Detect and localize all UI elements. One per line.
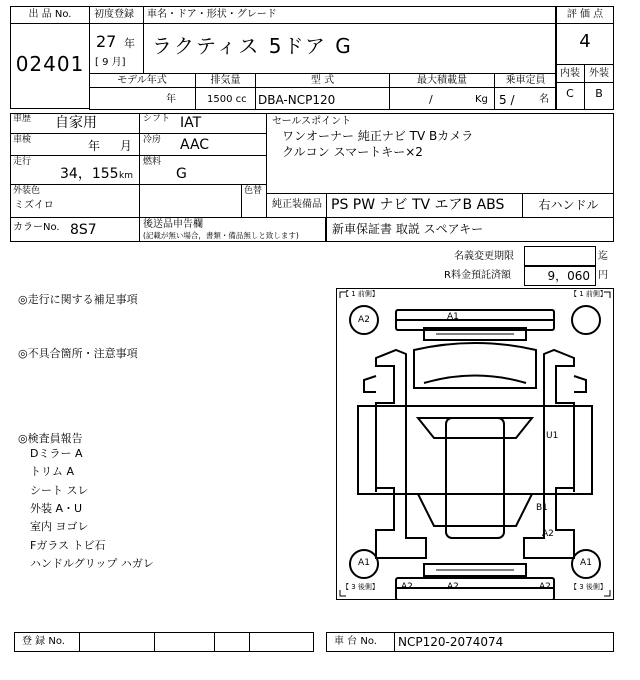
chassis-label: 車 台 No. bbox=[334, 636, 377, 647]
capacity-unit: 名 bbox=[539, 94, 549, 105]
first-reg-year: 27 bbox=[96, 32, 117, 51]
capacity-value: 5 / bbox=[499, 93, 515, 107]
warranty-value: 新車保証書 取説 スペアキー bbox=[332, 222, 484, 236]
color-change-label: 色替 bbox=[244, 186, 263, 196]
equipment-label: 純正装備品 bbox=[272, 199, 322, 210]
equipment-value: PS PW ナビ TV エアB ABS bbox=[331, 197, 505, 213]
damage-mark: A1 bbox=[447, 312, 459, 322]
inspection-label: 車検 bbox=[13, 135, 32, 145]
registration-label: 登 録 No. bbox=[22, 636, 65, 647]
post-docs-note: (記載が無い場合，書類・備品無しと致します) bbox=[143, 231, 299, 240]
car-name-label: 車名・ドア・形状・グレード bbox=[147, 9, 277, 20]
color-no-value: 8S7 bbox=[70, 222, 97, 238]
capacity-label: 乗車定員 bbox=[505, 75, 546, 86]
damage-mark: A2 bbox=[401, 582, 413, 592]
inspector-line: トリム A bbox=[30, 465, 75, 478]
inspector-line: シート スレ bbox=[30, 484, 89, 497]
damage-mark: B1 bbox=[536, 503, 548, 513]
shift-label: シフト bbox=[143, 114, 171, 124]
diagram-tag-rear-right: 【 3 後側】 bbox=[570, 583, 607, 591]
damage-mark: A2 bbox=[358, 315, 370, 325]
car-name: ラクティス 5ドア G bbox=[152, 34, 353, 58]
chassis-no: NCP120-2074074 bbox=[398, 635, 504, 649]
post-docs-label: 後送品申告欄 bbox=[143, 219, 203, 230]
name-change-field bbox=[524, 246, 596, 266]
recycle-label: R料金預託済額 bbox=[444, 270, 511, 281]
name-change-label: 名義変更期限 bbox=[454, 251, 514, 262]
max-load-value: / bbox=[429, 93, 433, 106]
damage-mark: A2 bbox=[539, 582, 551, 592]
damage-mark: A1 bbox=[580, 558, 592, 568]
color-no-label: カラーNo. bbox=[13, 222, 60, 233]
max-load-unit: Kg bbox=[475, 94, 488, 105]
model-year-label: モデル年式 bbox=[117, 75, 167, 86]
interior-grade: C bbox=[566, 87, 574, 100]
lot-label: 出 品 No. bbox=[28, 9, 72, 20]
shift-value: IAT bbox=[180, 115, 202, 131]
year-unit: 年 bbox=[124, 37, 135, 50]
inspector-line: 外装 A・U bbox=[30, 502, 83, 515]
exterior-label: 外装 bbox=[589, 68, 609, 79]
type-value: DBA-NCP120 bbox=[258, 93, 336, 107]
inspector-line: Fガラス トビ石 bbox=[30, 539, 106, 552]
mileage-label: 走行 bbox=[13, 157, 32, 167]
fuel-value: G bbox=[176, 166, 187, 182]
damage-mark: U1 bbox=[546, 431, 559, 441]
ext-color-label: 外装色 bbox=[13, 186, 41, 196]
inspector-report-label: ◎検査員報告 bbox=[18, 432, 83, 445]
history-value: 自家用 bbox=[55, 115, 97, 131]
defects-label: ◎不具合箇所・注意事項 bbox=[18, 347, 138, 360]
mileage-unit: km bbox=[119, 171, 133, 181]
handle-value: 右ハンドル bbox=[538, 198, 599, 212]
ext-color-value: ミズイロ bbox=[14, 200, 54, 211]
driving-notes-label: ◎走行に関する補足事項 bbox=[18, 293, 138, 306]
diagram-tag-front-left: 【 1 前側】 bbox=[342, 290, 379, 298]
ac-value: AAC bbox=[180, 137, 210, 153]
first-reg-label: 初度登録 bbox=[94, 9, 134, 20]
recycle-value: 9，060 bbox=[547, 269, 590, 283]
diagram-tag-front-right: 【 1 前側】 bbox=[570, 290, 607, 298]
sales-point-line1: ワンオーナー 純正ナビ TV Bカメラ bbox=[282, 129, 474, 143]
fuel-label: 燃料 bbox=[143, 157, 162, 167]
inspector-line: Dミラー A bbox=[30, 447, 83, 460]
mileage-value: 34，155 bbox=[60, 166, 119, 182]
type-label: 型 式 bbox=[310, 75, 335, 86]
model-year-unit: 年 bbox=[166, 94, 176, 105]
ac-label: 冷房 bbox=[143, 135, 162, 145]
lot-no: 02401 bbox=[15, 52, 85, 76]
displacement-label: 排気量 bbox=[210, 75, 241, 86]
recycle-unit: 円 bbox=[598, 270, 608, 281]
sales-point-line2: クルコン スマートキー×2 bbox=[282, 145, 423, 159]
name-change-unit: 迄 bbox=[598, 251, 608, 262]
diagram-tag-rear-left: 【 3 後側】 bbox=[342, 583, 379, 591]
inspector-line: ハンドルグリップ ハガレ bbox=[30, 557, 154, 570]
exterior-grade: B bbox=[595, 87, 603, 100]
interior-label: 内装 bbox=[560, 68, 580, 79]
damage-mark: A2 bbox=[542, 529, 554, 539]
damage-mark: A2 bbox=[447, 582, 459, 592]
max-load-label: 最大積載量 bbox=[417, 75, 467, 86]
damage-mark: A1 bbox=[358, 558, 370, 568]
score-value: 4 bbox=[579, 31, 591, 52]
inspector-line: 室内 ヨゴレ bbox=[30, 520, 89, 533]
inspection-value: 年 月 bbox=[88, 139, 132, 153]
score-label: 評 価 点 bbox=[566, 9, 604, 20]
displacement: 1500 cc bbox=[207, 94, 247, 105]
car-diagram bbox=[336, 288, 614, 600]
first-reg-month: [ 9 月] bbox=[95, 57, 126, 68]
history-label: 車歴 bbox=[13, 114, 32, 124]
sales-point-label: セールスポイント bbox=[272, 116, 352, 127]
